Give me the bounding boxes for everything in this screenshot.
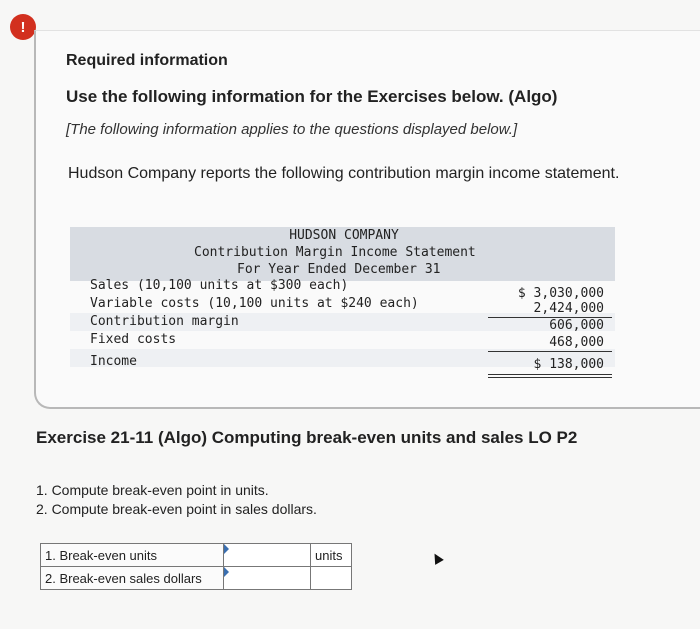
answer-row xyxy=(41,544,352,567)
statement-row-label: Income xyxy=(90,354,137,369)
statement-row-value: $ 3,030,000 xyxy=(517,286,604,301)
break-even-sales-label: 2. Break-even sales dollars xyxy=(41,567,224,590)
statement-row-value: $ 138,000 xyxy=(533,357,604,372)
statement-row-label: Contribution margin xyxy=(90,314,239,329)
statement-row-label: Sales (10,100 units at $300 each) xyxy=(90,278,349,293)
answer-table xyxy=(40,543,352,590)
break-even-sales-cell[interactable] xyxy=(224,567,311,590)
instructions-heading: Use the following information for the Exercises below. (Algo) xyxy=(66,87,558,106)
statement-row-value: 606,000 xyxy=(549,318,604,333)
break-even-units-cell[interactable] xyxy=(224,544,311,567)
exercise-title: Exercise 21-11 (Algo) Computing break-even units and sales LO P2 xyxy=(36,428,578,447)
break-even-sales-input[interactable] xyxy=(224,567,310,589)
intro-text: Hudson Company reports the following contribution margin income statement. xyxy=(68,165,620,182)
question-1: 1. Compute break-even point in units. xyxy=(36,482,269,498)
mouse-cursor-icon xyxy=(430,551,444,565)
statement-row-value: 468,000 xyxy=(549,335,604,350)
statement-header xyxy=(70,227,615,281)
alert-icon: ! xyxy=(10,14,36,40)
statement-row-label: Variable costs (10,100 units at $240 each) xyxy=(90,296,419,311)
statement-period: For Year Ended December 31 xyxy=(237,262,441,277)
statement-double-rule-top xyxy=(488,374,612,375)
statement-title: Contribution Margin Income Statement xyxy=(194,245,476,260)
statement-double-rule-bottom xyxy=(488,377,612,378)
break-even-units-label: 1. Break-even units xyxy=(41,544,224,567)
statement-rule xyxy=(488,351,612,352)
units-label: units xyxy=(311,544,352,567)
empty-unit-cell xyxy=(311,567,352,590)
statement-row-label: Fixed costs xyxy=(90,332,177,347)
break-even-units-input[interactable] xyxy=(224,544,310,566)
answer-row xyxy=(41,567,352,590)
statement-company: HUDSON COMPANY xyxy=(289,228,399,243)
required-info-heading: Required information xyxy=(66,52,228,69)
question-2: 2. Compute break-even point in sales dollars. xyxy=(36,501,317,517)
info-note: [The following information applies to the questions displayed below.] xyxy=(66,121,518,138)
statement-row-value: 2,424,000 xyxy=(533,301,604,316)
